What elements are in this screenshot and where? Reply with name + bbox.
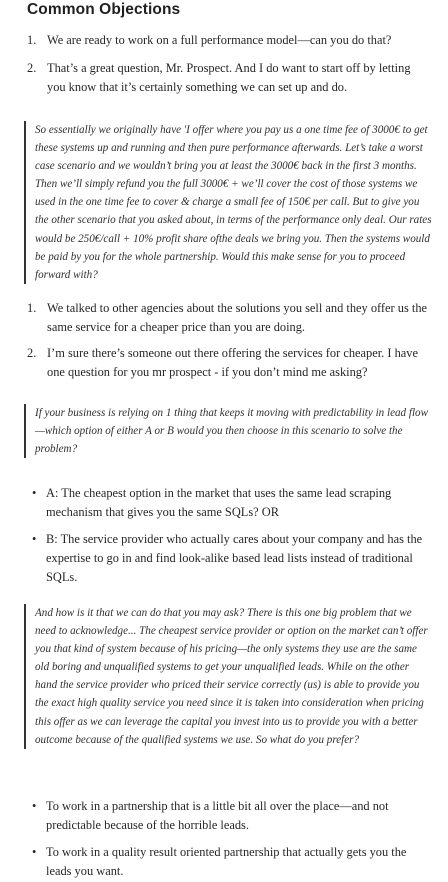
list-number: 1. <box>27 33 37 47</box>
list-item <box>27 31 432 50</box>
bullet-text: To work in a quality result oriented partnership that actually gets you the leads you want. <box>46 845 407 878</box>
list-text: We talked to other agencies about the solutions you sell and they offer us the same service for a cheaper price than you are doing. <box>47 301 428 334</box>
list-text: That’s a great question, Mr. Prospect. And I do want to start off by letting you know that it’s certainly something we can set up and do. <box>47 61 411 94</box>
bullet-mark: • <box>32 799 37 813</box>
bullet-text: A: The cheapest option in the market that uses the same lead scraping mechanism that gives you the same SQLs? OR <box>46 486 392 519</box>
list-item <box>27 59 432 97</box>
bullet-item <box>32 530 432 587</box>
blockquote: If your business is relying on 1 thing that keeps it moving with predictability in lead flow—which option of either A or B would you then choose in this scenario to solve the problem? <box>24 404 432 458</box>
bullet-item <box>32 484 432 522</box>
blockquote: And how is it that we can do that you may ask? There is this one big problem that we need to acknowledge... The cheapest service provider or option on the market can’t offer you that kind of system because of his pricing—the only systems they use are the same old boring and unqualified systems to get your unqualified leads. While on the other hand the service provider who priced their service correctly (us) is able to provide you the exact high quality service you need since it is taken into consideration when pricing this offer as we can leverage the capital you invest into us to provide you with a better outcome because of the qualified systems we use. So what do you prefer? <box>24 604 432 749</box>
page-title: Common Objections <box>27 1 181 18</box>
bullet-item <box>32 843 432 881</box>
bullet-mark: • <box>32 845 37 859</box>
bullet-text: To work in a partnership that is a little bit all over the place—and not predictable because of the horrible leads. <box>46 799 389 832</box>
list-item <box>27 344 432 382</box>
bullet-mark: • <box>32 532 37 546</box>
list-number: 2. <box>27 346 37 360</box>
bullet-text: B: The service provider who actually cares about your company and has the expertise to go in and find look-alike based lead lists instead of traditional SQLs. <box>46 532 423 584</box>
bullet-mark: • <box>32 486 37 500</box>
blockquote: So essentially we originally have 'I offer where you pay us a one time fee of 3000€ to get these systems up and running and then pure performance afterwards. Let’s take a worst case scenario and we wouldn’t bring you at least the 3000€ back in the first 3 months. Then we’ll simply refund you the full 3000€ + we’ll cover the cost of those systems we used in the one time fee to cover & charge a small fee of 150€ per call. But to give you the other scenario that you asked about, in terms of the performance only deal. Our rates would be 250€/call + 10% profit share ofthe deals we bring you. Then the systems would be paid by you for the whole partnership. Would this make sense for you to proceed forward with? <box>24 121 432 284</box>
list-number: 1. <box>27 301 37 315</box>
list-text: We are ready to work on a full performance model—can you do that? <box>47 33 392 47</box>
bullet-item <box>32 797 432 835</box>
list-item <box>27 299 432 337</box>
list-text: I’m sure there’s someone out there offering the services for cheaper. I have one question for you mr prospect - if you don’t mind me asking? <box>47 346 418 379</box>
list-number: 2. <box>27 61 37 75</box>
